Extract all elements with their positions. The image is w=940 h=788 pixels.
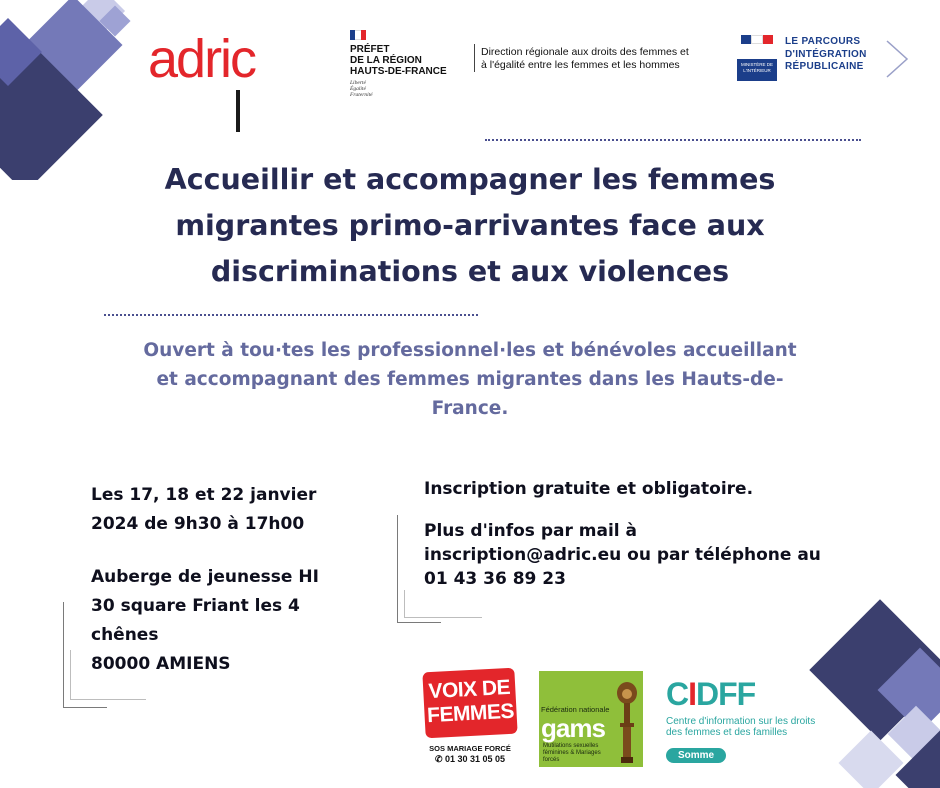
chevron-right-icon <box>885 39 909 79</box>
event-venue: Auberge de jeunesse HI <box>91 567 319 587</box>
event-date-venue: Les 17, 18 et 22 janvier 2024 de 9h30 à 17h00 Auberge de jeunesse HI 30 square Friant les 4 chênes 80000 AMIENS <box>91 481 391 679</box>
bracket-decoration-left-inner <box>70 650 146 700</box>
decoration-top-left <box>0 0 150 180</box>
bracket-decoration-right-inner <box>404 590 482 618</box>
dotted-divider-middle <box>104 314 478 316</box>
dotted-divider-top <box>485 139 861 141</box>
direction-regionale-text: Direction régionale aux droits des femmes et à l'égalité entre les femmes et les hommes <box>481 46 689 71</box>
phone-icon: ✆ 01 30 31 05 05 <box>434 754 506 764</box>
adric-logo-text: adric <box>148 29 256 89</box>
header-divider <box>474 44 475 72</box>
ministere-interieur-logo: MINISTÈRE DE L'INTÉRIEUR <box>737 33 777 81</box>
voix-de-femmes-logo: VOIX DE FEMMES SOS MARIAGE FORCÉ ✆ 01 30 31 05 05 <box>424 670 516 768</box>
decoration-bottom-right <box>800 590 940 788</box>
audience-subtitle: Ouvert à tou·tes les professionnel·les et bénévoles accueillant et accompagnant des femmes migrantes dans les Hauts-de- France. <box>143 340 797 419</box>
statue-icon <box>615 681 639 765</box>
event-dates: Les 17, 18 et 22 janvier <box>91 485 317 505</box>
parcours-integration-logo: MINISTÈRE DE L'INTÉRIEUR LE PARCOURS D'INTÉGRATION RÉPUBLICAINE <box>737 33 917 85</box>
cidff-logo-text: CIDFF <box>666 676 756 712</box>
contact-phone[interactable]: 01 43 36 89 23 <box>424 569 566 589</box>
registration-notice: Inscription gratuite et obligatoire. <box>424 479 754 499</box>
french-flag-icon <box>350 30 366 40</box>
contact-email[interactable]: inscription@adric.eu ou par téléphone au <box>424 545 821 565</box>
french-flag-icon <box>741 35 773 44</box>
adric-logo <box>148 28 303 108</box>
gams-logo: Fédération nationale gams Mutilations sexuelles féminines & Mariages forcés <box>539 671 643 767</box>
prefet-logo: PRÉFET DE LA RÉGION HAUTS-DE-FRANCE Liberté Égalité Fraternité <box>350 30 470 102</box>
page-title: Accueillir et accompagner les femmes migrantes primo-arrivantes face aux discriminations et aux violences <box>164 163 776 288</box>
registration-contact: Inscription gratuite et obligatoire. Plus d'infos par mail à inscription@adric.eu ou par téléphone au 01 43 36 89 23 <box>424 477 884 591</box>
cidff-logo: CIDFF Centre d'information sur les droits des femmes et des familles Somme <box>666 676 816 761</box>
